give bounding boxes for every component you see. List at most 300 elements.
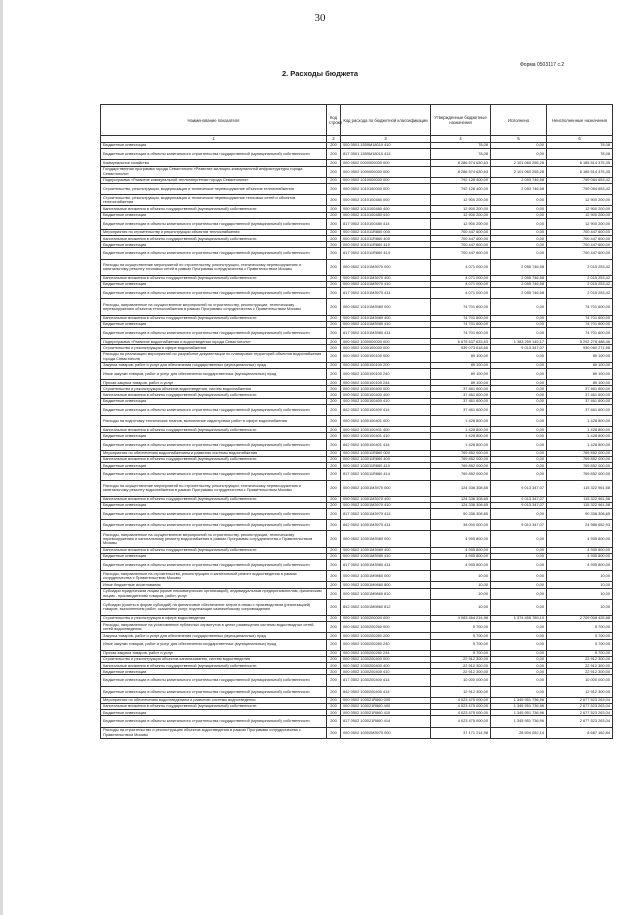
row-kbk-cell: 817 0501 1559М18010 414 xyxy=(341,149,431,160)
row-approved-cell: 700 447 600,00 xyxy=(431,248,491,259)
row-name-cell: Бюджетные инвестиции в объекты капитального строительства государственной (муниципальной) собственности xyxy=(101,404,327,415)
row-name-cell: Бюджетные инвестиции xyxy=(101,502,327,508)
row-executed-cell: 0,00 xyxy=(491,236,547,242)
row-kbk-cell: 842 0502 1030100401 414 xyxy=(341,439,431,450)
row-kbk-cell: 000 0502 10101М3980 400 xyxy=(341,315,431,321)
row-unexecuted-cell: 10,00 xyxy=(547,599,613,615)
row-line-code-cell: 200 xyxy=(327,206,341,212)
row-unexecuted-cell: 4 905 800,00 xyxy=(547,531,613,547)
page-number: 30 xyxy=(314,12,326,24)
row-name-cell: Бюджетные инвестиции xyxy=(101,398,327,404)
row-name-cell: Бюджетные инвестиции xyxy=(101,710,327,716)
row-unexecuted-cell: 2 015 253,42 xyxy=(547,259,613,275)
row-unexecuted-cell: 6 185 514 375,35 xyxy=(547,166,613,177)
table-row xyxy=(101,480,613,496)
row-name-cell: Иные закупки товаров, работ и услуг для обеспечения государственных (муниципальных) нужд xyxy=(101,639,327,650)
row-unexecuted-cell: 74 701 600,00 xyxy=(547,321,613,327)
row-approved-cell: 4 023 475 000,00 xyxy=(431,716,491,727)
row-executed-cell: 0,00 xyxy=(491,327,547,338)
row-line-code-cell: 200 xyxy=(327,166,341,177)
row-name-cell: Бюджетные инвестиции xyxy=(101,282,327,288)
row-name-cell: Бюджетные инвестиции в объекты капитального строительства государственной (муниципальной) собственности xyxy=(101,716,327,727)
table-row xyxy=(101,622,613,633)
row-kbk-cell: 817 0502 1010100480 414 xyxy=(341,218,431,229)
row-line-code-cell: 200 xyxy=(327,345,341,351)
table-row xyxy=(101,404,613,415)
row-unexecuted-cell: 790 064 653,42 xyxy=(547,183,613,194)
row-unexecuted-cell: 89 100,00 xyxy=(547,362,613,368)
row-approved-cell: 78,08 xyxy=(431,149,491,160)
row-executed-cell: 0,00 xyxy=(491,386,547,392)
row-executed-cell: 0,00 xyxy=(491,622,547,633)
row-unexecuted-cell: 2 015 253,42 xyxy=(547,275,613,281)
row-line-code-cell: 200 xyxy=(327,392,341,398)
row-kbk-cell: 000 0502 1030200260 200 xyxy=(341,633,431,639)
row-kbk-cell: 842 0502 1030200400 414 xyxy=(341,686,431,697)
row-kbk-cell: 000 0502 1010100000 000 xyxy=(341,183,431,194)
row-kbk-cell: 000 0501 1559М18010 410 xyxy=(341,143,431,149)
row-kbk-cell: 000 0502 1010100480 000 xyxy=(341,195,431,206)
row-unexecuted-cell: 22 912 300,00 xyxy=(547,669,613,675)
row-line-code-cell: 200 xyxy=(327,531,341,547)
row-approved-cell: 4 083 464 214,98 xyxy=(431,615,491,621)
row-kbk-cell: 817 0502 103011R860 414 xyxy=(341,469,431,480)
row-name-cell: Закупка товаров, работ и услуг для обеспечения государственных (муниципальных) нужд xyxy=(101,633,327,639)
row-name-cell: Бюджетные инвестиции xyxy=(101,143,327,149)
table-row xyxy=(101,686,613,697)
table-row xyxy=(101,248,613,259)
row-unexecuted-cell: 74 701 600,00 xyxy=(547,299,613,315)
row-kbk-cell: 000 0502 10301М3970 400 xyxy=(341,496,431,502)
row-executed-cell: 0,00 xyxy=(491,362,547,368)
document-title: 2. Расходы бюджета xyxy=(281,69,359,78)
row-kbk-cell: 000 0502 1030200260 000 xyxy=(341,622,431,633)
row-line-code-cell: 200 xyxy=(327,433,341,439)
row-approved-cell: 37 171 214,98 xyxy=(431,727,491,738)
row-kbk-cell: 000 0502 0000000000 000 xyxy=(341,160,431,166)
row-unexecuted-cell: 12 912 300,00 xyxy=(547,686,613,697)
row-name-cell: Бюджетные инвестиции в объекты капитального строительства государственной (муниципальной) собственности xyxy=(101,686,327,697)
row-executed-cell: 2 055 746,58 xyxy=(491,288,547,299)
row-name-cell: Бюджетные инвестиции в объекты капитального строительства государственной (муниципальной) собственности xyxy=(101,560,327,571)
row-approved-cell: 4 071 000,00 xyxy=(431,259,491,275)
row-line-code-cell: 200 xyxy=(327,560,341,571)
row-kbk-cell: 817 0502 10301М3980 414 xyxy=(341,560,431,571)
row-kbk-cell: 000 0502 1030100401 410 xyxy=(341,433,431,439)
row-line-code-cell: 200 xyxy=(327,321,341,327)
row-approved-cell: 4 023 475 000,00 xyxy=(431,697,491,703)
row-unexecuted-cell: 1 428 800,00 xyxy=(547,427,613,433)
row-approved-cell: 5 700,00 xyxy=(431,650,491,656)
row-name-cell: Прочая закупка товаров, работ и услуг xyxy=(101,380,327,386)
row-name-cell: Строительство и реконструкция в сфере водоотведения xyxy=(101,615,327,621)
row-executed-cell: 0,00 xyxy=(491,321,547,327)
expenses-table-wrapper xyxy=(100,104,612,739)
row-executed-cell: 2 053 746,58 xyxy=(491,183,547,194)
column-header-kbk: Код расхода по бюджетной классификации xyxy=(341,105,431,136)
row-executed-cell: 0,00 xyxy=(491,571,547,582)
row-approved-cell: 4 905 800,00 xyxy=(431,560,491,571)
row-kbk-cell: 000 0502 103021R860 400 xyxy=(341,704,431,710)
row-line-code-cell: 200 xyxy=(327,675,341,686)
row-unexecuted-cell: 5 700,00 xyxy=(547,639,613,650)
row-kbk-cell: 842 0502 1030100400 414 xyxy=(341,404,431,415)
row-kbk-cell: 817 0502 10101М3970 414 xyxy=(341,288,431,299)
row-unexecuted-cell: 115 322 961,58 xyxy=(547,502,613,508)
row-kbk-cell: 000 0502 1030100401 000 xyxy=(341,416,431,427)
row-approved-cell: 37 461 600,00 xyxy=(431,404,491,415)
row-executed-cell: 0,00 xyxy=(491,206,547,212)
row-unexecuted-cell: 10,00 xyxy=(547,588,613,599)
row-kbk-cell: 000 0502 1030200400 400 xyxy=(341,663,431,669)
row-line-code-cell: 200 xyxy=(327,275,341,281)
row-name-cell: Подпрограмма «Развитие коммунальной теплоэнергетики города Севастополя» xyxy=(101,177,327,183)
column-number: 3 xyxy=(341,136,431,143)
row-unexecuted-cell: 6 185 514 375,35 xyxy=(547,160,613,166)
row-line-code-cell: 200 xyxy=(327,380,341,386)
column-header-unexecuted: Неисполненные назначения xyxy=(547,105,613,136)
table-row xyxy=(101,675,613,686)
row-unexecuted-cell: 700 447 600,00 xyxy=(547,236,613,242)
row-name-cell: Строительство и реконструкция объектов водоотведения, систем водоснабжения xyxy=(101,386,327,392)
row-name-cell: Бюджетные инвестиции xyxy=(101,553,327,559)
row-line-code-cell: 200 xyxy=(327,183,341,194)
row-unexecuted-cell: 2 677 523 263,04 xyxy=(547,716,613,727)
row-line-code-cell: 200 xyxy=(327,502,341,508)
row-approved-cell: 4 071 000,00 xyxy=(431,282,491,288)
row-executed-cell: 0,00 xyxy=(491,392,547,398)
row-kbk-cell: 000 0502 1030000000 000 xyxy=(341,339,431,345)
row-name-cell: Бюджетные инвестиции в объекты капитального строительства государственной (муниципальной) собственности xyxy=(101,327,327,338)
row-kbk-cell: 000 0502 10301М3970 000 xyxy=(341,480,431,496)
row-name-cell: Мероприятия по обеспечению водоснабжением и развитию системы водоснабжения xyxy=(101,450,327,456)
table-row xyxy=(101,183,613,194)
table-header-row xyxy=(101,105,613,136)
row-approved-cell: 5 700,00 xyxy=(431,622,491,633)
row-approved-cell: 89 100,00 xyxy=(431,368,491,379)
row-approved-cell: 8 286 574 630,63 xyxy=(431,160,491,166)
row-name-cell: Расходы на подготовку технических планов, выполнение кадастровых работ в сфере водоснабжения xyxy=(101,416,327,427)
row-name-cell: Строительство, реконструкция, модернизация и техническое перевооружение тепловых сетей и объектов теплоснабжения xyxy=(101,195,327,206)
row-approved-cell: 1 428 800,00 xyxy=(431,427,491,433)
table-row xyxy=(101,166,613,177)
column-header-executed: Исполнено xyxy=(491,105,547,136)
row-name-cell: Расходы на строительство и реконструкцию объектов водоотведения в рамках Программы сотрудничества с Правительством Москвы xyxy=(101,727,327,738)
row-approved-cell: 10,00 xyxy=(431,588,491,599)
row-executed-cell: 0,00 xyxy=(491,242,547,248)
row-kbk-cell: 000 0502 10101М3970 410 xyxy=(341,282,431,288)
row-executed-cell: 9 013 347,07 xyxy=(491,502,547,508)
row-kbk-cell: 000 0502 101011R860 410 xyxy=(341,242,431,248)
row-name-cell: Капитальные вложения в объекты государственной (муниципальной) собственности xyxy=(101,427,327,433)
row-line-code-cell: 200 xyxy=(327,571,341,582)
row-executed-cell: 0,00 xyxy=(491,553,547,559)
row-line-code-cell: 200 xyxy=(327,480,341,496)
row-approved-cell: 22 912 300,00 xyxy=(431,656,491,662)
row-name-cell: Бюджетные инвестиции в объекты капитального строительства государственной (муниципальной) собственности xyxy=(101,288,327,299)
row-kbk-cell: 000 0502 1030200400 000 xyxy=(341,656,431,662)
row-name-cell: Субсидии юридическим лицам (кроме некоммерческих организаций), индивидуальным предпринимателям, физическим лицам - производителям товаров, работ, услуг xyxy=(101,588,327,599)
row-unexecuted-cell: 78,08 xyxy=(547,149,613,160)
row-executed-cell: 0,00 xyxy=(491,351,547,362)
row-approved-cell: 22 912 300,00 xyxy=(431,663,491,669)
row-executed-cell: 0,00 xyxy=(491,588,547,599)
row-line-code-cell: 200 xyxy=(327,229,341,235)
row-unexecuted-cell: 769 852 000,00 xyxy=(547,450,613,456)
row-kbk-cell: 817 0502 1030200400 414 xyxy=(341,675,431,686)
row-line-code-cell: 200 xyxy=(327,259,341,275)
table-row xyxy=(101,416,613,427)
row-executed-cell: 0,00 xyxy=(491,218,547,229)
row-line-code-cell: 200 xyxy=(327,288,341,299)
row-unexecuted-cell: 37 461 600,00 xyxy=(547,392,613,398)
row-line-code-cell: 200 xyxy=(327,299,341,315)
row-approved-cell: 10,00 xyxy=(431,582,491,588)
row-executed-cell: 1 374 455 789,10 xyxy=(491,615,547,621)
row-unexecuted-cell: 769 852 000,00 xyxy=(547,456,613,462)
row-approved-cell: 700 447 600,00 xyxy=(431,242,491,248)
row-unexecuted-cell: 2 677 523 263,04 xyxy=(547,704,613,710)
row-name-cell: Бюджетные инвестиции в объекты капитального строительства государственной (муниципальной) собственности xyxy=(101,509,327,520)
row-kbk-cell: 000 0502 10301М3970 410 xyxy=(341,502,431,508)
row-line-code-cell: 200 xyxy=(327,547,341,553)
row-kbk-cell: 000 0502 1030100100 244 xyxy=(341,380,431,386)
row-name-cell: Капитальные вложения в объекты государственной (муниципальной) собственности xyxy=(101,315,327,321)
row-kbk-cell: 000 0502 10101М3980 410 xyxy=(341,321,431,327)
row-approved-cell: 4 071 000,00 xyxy=(431,275,491,281)
row-line-code-cell: 200 xyxy=(327,582,341,588)
row-unexecuted-cell: 10,00 xyxy=(547,582,613,588)
table-row xyxy=(101,327,613,338)
row-approved-cell: 78,08 xyxy=(431,143,491,149)
row-name-cell: Иные закупки товаров, работ и услуг для обеспечения государственных (муниципальных) нужд xyxy=(101,368,327,379)
row-approved-cell: 700 447 600,00 xyxy=(431,229,491,235)
row-kbk-cell: 817 0502 101011R860 414 xyxy=(341,248,431,259)
row-kbk-cell: 000 0502 10301М9860 810 xyxy=(341,588,431,599)
row-executed-cell: 28 504 052,14 xyxy=(491,727,547,738)
row-kbk-cell: 000 0502 101011R860 000 xyxy=(341,229,431,235)
row-executed-cell: 0,00 xyxy=(491,433,547,439)
table-row xyxy=(101,520,613,531)
row-approved-cell: 89 100,00 xyxy=(431,380,491,386)
row-unexecuted-cell: 89 100,00 xyxy=(547,380,613,386)
row-unexecuted-cell: 700 447 600,00 xyxy=(547,229,613,235)
row-executed-cell: 0,00 xyxy=(491,450,547,456)
row-line-code-cell: 200 xyxy=(327,386,341,392)
row-name-cell: Капитальные вложения в объекты государственной (муниципальной) собственности xyxy=(101,704,327,710)
row-line-code-cell: 200 xyxy=(327,656,341,662)
row-approved-cell: 792 128 400,00 xyxy=(431,183,491,194)
row-executed-cell: 0,00 xyxy=(491,469,547,480)
row-executed-cell: 0,00 xyxy=(491,656,547,662)
row-approved-cell: 4 023 475 000,00 xyxy=(431,710,491,716)
row-name-cell: Мероприятия по строительству и реконструкции объектов теплоснабжения xyxy=(101,229,327,235)
column-header-approved: Утвержденные бюджетные назначения xyxy=(431,105,491,136)
row-name-cell: Капитальные вложения в объекты государственной (муниципальной) собственности xyxy=(101,392,327,398)
row-unexecuted-cell: 89 100,00 xyxy=(547,368,613,379)
row-name-cell: Бюджетные инвестиции xyxy=(101,433,327,439)
row-kbk-cell: 000 0502 10301М9860 000 xyxy=(341,571,431,582)
row-kbk-cell: 000 0502 103021R860 000 xyxy=(341,697,431,703)
row-name-cell: Бюджетные инвестиции в объекты капитального строительства государственной (муниципальной) собственности xyxy=(101,675,327,686)
row-kbk-cell: 000 0502 1030200260 240 xyxy=(341,639,431,650)
row-approved-cell: 74 701 600,00 xyxy=(431,327,491,338)
row-name-cell: Капитальные вложения в объекты государственной (муниципальной) собственности xyxy=(101,547,327,553)
row-unexecuted-cell: 4 905 800,00 xyxy=(547,553,613,559)
row-approved-cell: 1 428 800,00 xyxy=(431,439,491,450)
row-kbk-cell: 000 0502 10301М3980 400 xyxy=(341,547,431,553)
row-approved-cell: 89 100,00 xyxy=(431,351,491,362)
row-executed-cell: 0,00 xyxy=(491,669,547,675)
row-line-code-cell: 200 xyxy=(327,456,341,462)
form-code: Форма 0503117 с.2 xyxy=(520,62,565,68)
row-kbk-cell: 000 0502 1030100000 000 xyxy=(341,345,431,351)
row-unexecuted-cell: 2 015 253,42 xyxy=(547,288,613,299)
row-kbk-cell: 000 0502 101011R860 400 xyxy=(341,236,431,242)
row-unexecuted-cell: 2 677 523 263,04 xyxy=(547,710,613,716)
row-unexecuted-cell: 22 912 300,00 xyxy=(547,663,613,669)
column-header-line-code: Код строки xyxy=(327,105,341,136)
row-approved-cell: 769 852 000,00 xyxy=(431,450,491,456)
row-line-code-cell: 200 xyxy=(327,496,341,502)
row-unexecuted-cell: 115 322 961,58 xyxy=(547,480,613,496)
row-kbk-cell: 000 0502 1010100480 410 xyxy=(341,212,431,218)
row-approved-cell: 37 461 600,00 xyxy=(431,398,491,404)
row-kbk-cell: 000 0502 103011R860 400 xyxy=(341,456,431,462)
row-approved-cell: 12 900 200,00 xyxy=(431,206,491,212)
row-line-code-cell: 200 xyxy=(327,588,341,599)
row-unexecuted-cell: 4 905 800,00 xyxy=(547,547,613,553)
row-name-cell: Бюджетные инвестиции в объекты капитального строительства государственной (муниципальной) собственности xyxy=(101,248,327,259)
row-name-cell: Бюджетные инвестиции в объекты капитального строительства государственной (муниципальной) собственности xyxy=(101,439,327,450)
row-approved-cell: 124 336 308,65 xyxy=(431,502,491,508)
row-line-code-cell: 200 xyxy=(327,697,341,703)
row-unexecuted-cell: 2 677 523 263,04 xyxy=(547,697,613,703)
row-executed-cell: 2 055 746,58 xyxy=(491,282,547,288)
row-unexecuted-cell: 700 447 600,00 xyxy=(547,248,613,259)
row-unexecuted-cell: 2 709 008 425,88 xyxy=(547,615,613,621)
row-kbk-cell: 000 0502 1010000000 000 xyxy=(341,177,431,183)
row-approved-cell: 1 428 800,00 xyxy=(431,433,491,439)
row-executed-cell: 0,00 xyxy=(491,299,547,315)
row-unexecuted-cell: 74 701 600,00 xyxy=(547,315,613,321)
row-kbk-cell: 000 0502 103011R860 410 xyxy=(341,463,431,469)
row-line-code-cell: 200 xyxy=(327,149,341,160)
row-approved-cell: 34 000 000,00 xyxy=(431,520,491,531)
row-kbk-cell: 000 0502 1030100100 000 xyxy=(341,351,431,362)
row-line-code-cell: 200 xyxy=(327,177,341,183)
row-executed-cell: 0,00 xyxy=(491,599,547,615)
row-executed-cell: 0,00 xyxy=(491,560,547,571)
row-unexecuted-cell: 5 700,00 xyxy=(547,622,613,633)
row-approved-cell: 8 286 574 630,63 xyxy=(431,166,491,177)
row-line-code-cell: 200 xyxy=(327,469,341,480)
row-line-code-cell: 200 xyxy=(327,520,341,531)
row-name-cell: Бюджетные инвестиции xyxy=(101,669,327,675)
row-approved-cell: 769 852 000,00 xyxy=(431,463,491,469)
row-executed-cell: 1 383 259 145,17 xyxy=(491,339,547,345)
table-row xyxy=(101,368,613,379)
row-kbk-cell: 000 0502 1030100400 000 xyxy=(341,386,431,392)
row-approved-cell: 12 900 200,00 xyxy=(431,195,491,206)
row-line-code-cell: 200 xyxy=(327,622,341,633)
row-unexecuted-cell: 5 700,00 xyxy=(547,650,613,656)
row-name-cell: Субсидии (гранты в форме субсидий) на финансовое обеспечение затрат в связи с производством (реализацией) товаров, выполнением работ, оказанием услуг, подлежащие казначейскому сопровождению xyxy=(101,599,327,615)
row-unexecuted-cell: 78,08 xyxy=(547,143,613,149)
table-row xyxy=(101,509,613,520)
row-executed-cell: 0,00 xyxy=(491,315,547,321)
row-executed-cell: 9 013 347,07 xyxy=(491,480,547,496)
row-unexecuted-cell: 89 100,00 xyxy=(547,351,613,362)
table-row xyxy=(101,469,613,480)
row-name-cell: Коммунальное хозяйство xyxy=(101,160,327,166)
row-kbk-cell: 000 0502 10301М3980 410 xyxy=(341,553,431,559)
column-number: 2 xyxy=(327,136,341,143)
row-kbk-cell: 000 0502 1030100401 400 xyxy=(341,427,431,433)
row-name-cell: Государственная программа города Севастополя «Развитие жилищно-коммунальной инфраструктуры города Севастополя» xyxy=(101,166,327,177)
row-executed-cell: 0,00 xyxy=(491,639,547,650)
row-name-cell: Бюджетные инвестиции в объекты капитального строительства государственной (муниципальной) собственности xyxy=(101,149,327,160)
row-name-cell: Иные бюджетные ассигнования xyxy=(101,582,327,588)
row-unexecuted-cell: 37 461 600,00 xyxy=(547,404,613,415)
row-unexecuted-cell: 24 986 652,93 xyxy=(547,520,613,531)
row-approved-cell: 12 912 300,00 xyxy=(431,686,491,697)
row-line-code-cell: 200 xyxy=(327,339,341,345)
row-approved-cell: 74 701 600,00 xyxy=(431,315,491,321)
row-name-cell: Расходы, направленные на осуществление мероприятий по строительству, реконструкции, техническому перевооружению и капитальному ремонту водоснабжения в рамках Программы сотрудничества с Правительством Москвы xyxy=(101,531,327,547)
row-kbk-cell: 842 0502 10301М9860 812 xyxy=(341,599,431,615)
column-header-name: Наименование показателя xyxy=(101,105,327,136)
row-line-code-cell: 200 xyxy=(327,686,341,697)
row-executed-cell: 0,00 xyxy=(491,212,547,218)
row-name-cell: Прочая закупка товаров, работ и услуг xyxy=(101,650,327,656)
row-line-code-cell: 200 xyxy=(327,351,341,362)
row-line-code-cell: 200 xyxy=(327,710,341,716)
row-executed-cell: 0,00 xyxy=(491,650,547,656)
table-row xyxy=(101,727,613,738)
row-line-code-cell: 200 xyxy=(327,416,341,427)
row-kbk-cell: 817 0502 103021R860 414 xyxy=(341,716,431,727)
row-approved-cell: 74 701 600,00 xyxy=(431,299,491,315)
column-number: 1 xyxy=(101,136,327,143)
row-unexecuted-cell: 90 336 308,65 xyxy=(547,509,613,520)
row-approved-cell: 4 905 800,00 xyxy=(431,547,491,553)
row-executed-cell: 2 055 746,58 xyxy=(491,259,547,275)
row-name-cell: Бюджетные инвестиции в объекты капитального строительства государственной (муниципальной) собственности xyxy=(101,218,327,229)
row-executed-cell: 2 053 746,58 xyxy=(491,177,547,183)
row-line-code-cell: 200 xyxy=(327,509,341,520)
table-row xyxy=(101,149,613,160)
row-name-cell: Бюджетные инвестиции в объекты капитального строительства государственной (муниципальной) собственности xyxy=(101,520,327,531)
row-unexecuted-cell: 12 900 200,00 xyxy=(547,195,613,206)
row-unexecuted-cell: 700 447 600,00 xyxy=(547,242,613,248)
row-unexecuted-cell: 790 064 653,42 xyxy=(547,177,613,183)
row-line-code-cell: 200 xyxy=(327,704,341,710)
row-approved-cell: 12 900 200,00 xyxy=(431,212,491,218)
row-executed-cell: 2 055 746,58 xyxy=(491,275,547,281)
row-executed-cell: 0,00 xyxy=(491,531,547,547)
row-kbk-cell: 000 0502 103011R860 000 xyxy=(341,450,431,456)
row-line-code-cell: 200 xyxy=(327,327,341,338)
row-kbk-cell: 000 0502 1000000000 000 xyxy=(341,166,431,177)
table-row xyxy=(101,218,613,229)
row-approved-cell: 124 336 308,65 xyxy=(431,480,491,496)
row-executed-cell: 0,00 xyxy=(491,582,547,588)
row-kbk-cell: 000 0502 1030200400 410 xyxy=(341,669,431,675)
row-approved-cell: 769 852 000,00 xyxy=(431,469,491,480)
row-unexecuted-cell: 37 461 600,00 xyxy=(547,386,613,392)
column-number: 4 xyxy=(431,136,491,143)
